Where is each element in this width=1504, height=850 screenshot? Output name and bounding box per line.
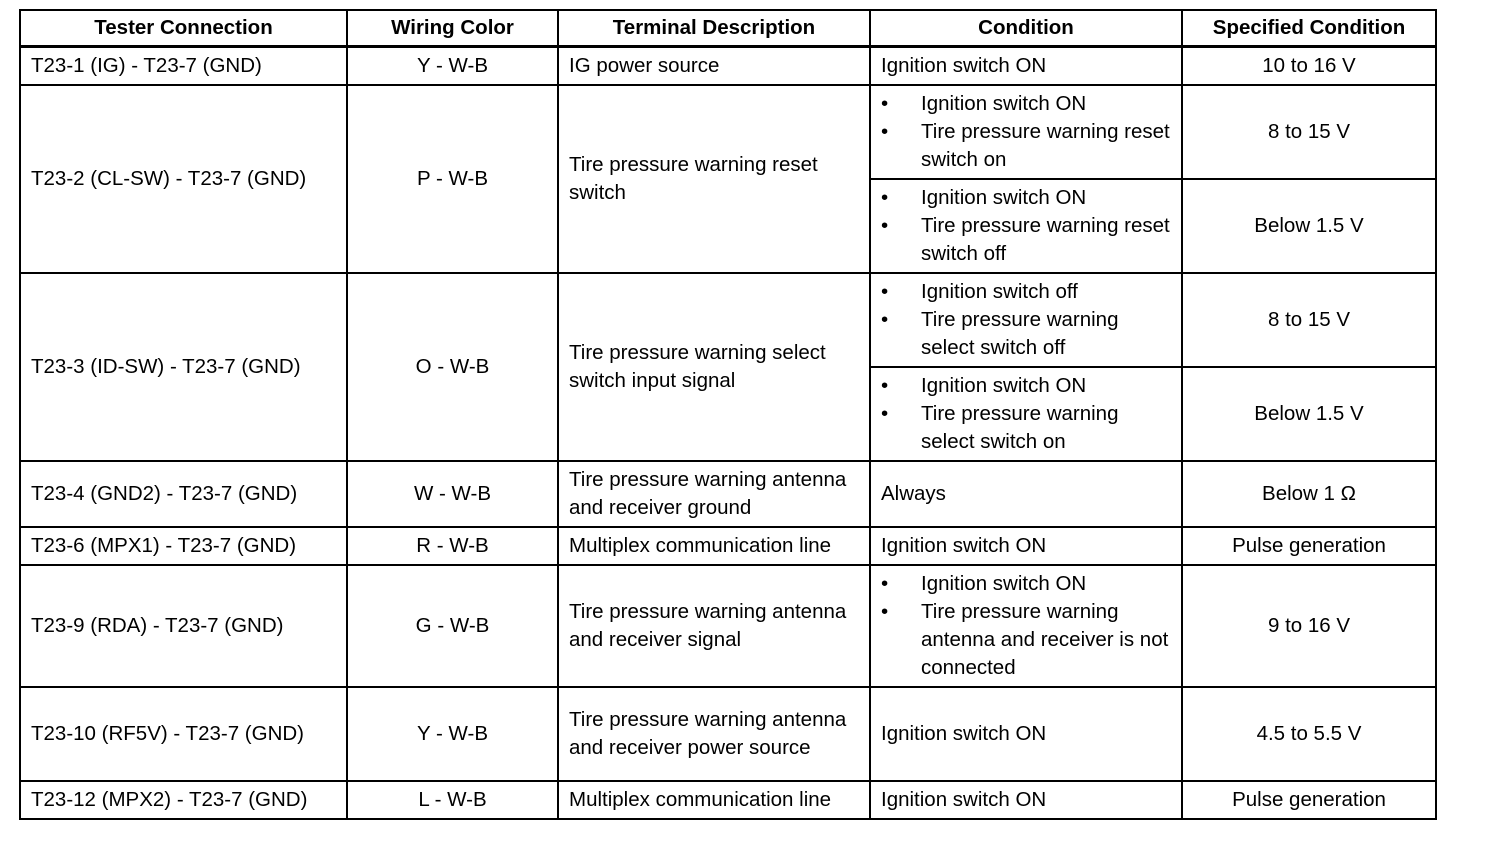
terminal-spec-table bbox=[19, 9, 1437, 820]
specified-condition-cell: Pulse generation bbox=[1182, 527, 1436, 565]
table-row bbox=[20, 687, 1436, 781]
header-terminal-description: Terminal Description bbox=[558, 10, 870, 47]
condition-bullet-list bbox=[881, 372, 1171, 456]
wiring-color-cell: Y - W-B bbox=[347, 687, 558, 781]
terminal-description-cell: Multiplex communication line bbox=[558, 527, 870, 565]
condition-bullet-item: • Ignition switch ON bbox=[881, 184, 1171, 212]
tester-connection-cell: T23-10 (RF5V) - T23-7 (GND) bbox=[20, 687, 347, 781]
condition-cell bbox=[870, 367, 1182, 461]
terminal-description-cell: Tire pressure warning antenna and receiver ground bbox=[558, 461, 870, 527]
tester-connection-cell: T23-2 (CL-SW) - T23-7 (GND) bbox=[20, 85, 347, 273]
specified-condition-cell: Below 1 Ω bbox=[1182, 461, 1436, 527]
header-specified-condition: Specified Condition bbox=[1182, 10, 1436, 47]
tester-connection-cell: T23-1 (IG) - T23-7 (GND) bbox=[20, 47, 347, 85]
table-row bbox=[20, 85, 1436, 179]
table-row bbox=[20, 527, 1436, 565]
condition-cell bbox=[870, 179, 1182, 273]
tester-connection-cell: T23-9 (RDA) - T23-7 (GND) bbox=[20, 565, 347, 687]
specified-condition-cell: Below 1.5 V bbox=[1182, 367, 1436, 461]
condition-bullet-item: • Ignition switch ON bbox=[881, 372, 1171, 400]
condition-cell: Ignition switch ON bbox=[870, 687, 1182, 781]
header-tester-connection: Tester Connection bbox=[20, 10, 347, 47]
table-row bbox=[20, 47, 1436, 85]
condition-bullet-list bbox=[881, 90, 1171, 174]
condition-cell bbox=[870, 273, 1182, 367]
condition-bullet-list bbox=[881, 184, 1171, 268]
wiring-color-cell: O - W-B bbox=[347, 273, 558, 461]
header-wiring-color: Wiring Color bbox=[347, 10, 558, 47]
terminal-description-cell: Tire pressure warning reset switch bbox=[558, 85, 870, 273]
condition-cell bbox=[870, 565, 1182, 687]
specified-condition-cell: 8 to 15 V bbox=[1182, 85, 1436, 179]
condition-bullet-item: • Tire pressure warning select switch off bbox=[881, 306, 1171, 362]
condition-bullet-list bbox=[881, 278, 1171, 362]
condition-bullet-item: • Tire pressure warning antenna and receiver is not connected bbox=[881, 598, 1171, 682]
wiring-color-cell: G - W-B bbox=[347, 565, 558, 687]
specified-condition-cell: 8 to 15 V bbox=[1182, 273, 1436, 367]
header-condition: Condition bbox=[870, 10, 1182, 47]
condition-bullet-list bbox=[881, 570, 1171, 682]
specified-condition-cell: Below 1.5 V bbox=[1182, 179, 1436, 273]
terminal-description-cell: Tire pressure warning antenna and receiver power source bbox=[558, 687, 870, 781]
specified-condition-cell: Pulse generation bbox=[1182, 781, 1436, 819]
table-body bbox=[20, 47, 1436, 819]
wiring-color-cell: R - W-B bbox=[347, 527, 558, 565]
header-row bbox=[20, 10, 1436, 47]
specified-condition-cell: 10 to 16 V bbox=[1182, 47, 1436, 85]
table-row bbox=[20, 565, 1436, 687]
table-row bbox=[20, 273, 1436, 367]
table-row bbox=[20, 781, 1436, 819]
tester-connection-cell: T23-3 (ID-SW) - T23-7 (GND) bbox=[20, 273, 347, 461]
wiring-color-cell: L - W-B bbox=[347, 781, 558, 819]
condition-bullet-item: • Tire pressure warning reset switch on bbox=[881, 118, 1171, 174]
wiring-color-cell: W - W-B bbox=[347, 461, 558, 527]
condition-bullet-item: • Ignition switch ON bbox=[881, 90, 1171, 118]
terminal-description-cell: IG power source bbox=[558, 47, 870, 85]
condition-cell bbox=[870, 85, 1182, 179]
terminal-description-cell: Tire pressure warning select switch input signal bbox=[558, 273, 870, 461]
tester-connection-cell: T23-12 (MPX2) - T23-7 (GND) bbox=[20, 781, 347, 819]
specified-condition-cell: 9 to 16 V bbox=[1182, 565, 1436, 687]
terminal-description-cell: Tire pressure warning antenna and receiver signal bbox=[558, 565, 870, 687]
table-row bbox=[20, 461, 1436, 527]
tester-connection-cell: T23-4 (GND2) - T23-7 (GND) bbox=[20, 461, 347, 527]
condition-cell: Ignition switch ON bbox=[870, 527, 1182, 565]
specified-condition-cell: 4.5 to 5.5 V bbox=[1182, 687, 1436, 781]
terminal-description-cell: Multiplex communication line bbox=[558, 781, 870, 819]
wiring-color-cell: P - W-B bbox=[347, 85, 558, 273]
wiring-color-cell: Y - W-B bbox=[347, 47, 558, 85]
condition-bullet-item: • Tire pressure warning select switch on bbox=[881, 400, 1171, 456]
condition-bullet-item: • Ignition switch off bbox=[881, 278, 1171, 306]
condition-cell: Ignition switch ON bbox=[870, 781, 1182, 819]
condition-bullet-item: • Ignition switch ON bbox=[881, 570, 1171, 598]
condition-bullet-item: • Tire pressure warning reset switch off bbox=[881, 212, 1171, 268]
condition-cell: Ignition switch ON bbox=[870, 47, 1182, 85]
tester-connection-cell: T23-6 (MPX1) - T23-7 (GND) bbox=[20, 527, 347, 565]
condition-cell: Always bbox=[870, 461, 1182, 527]
